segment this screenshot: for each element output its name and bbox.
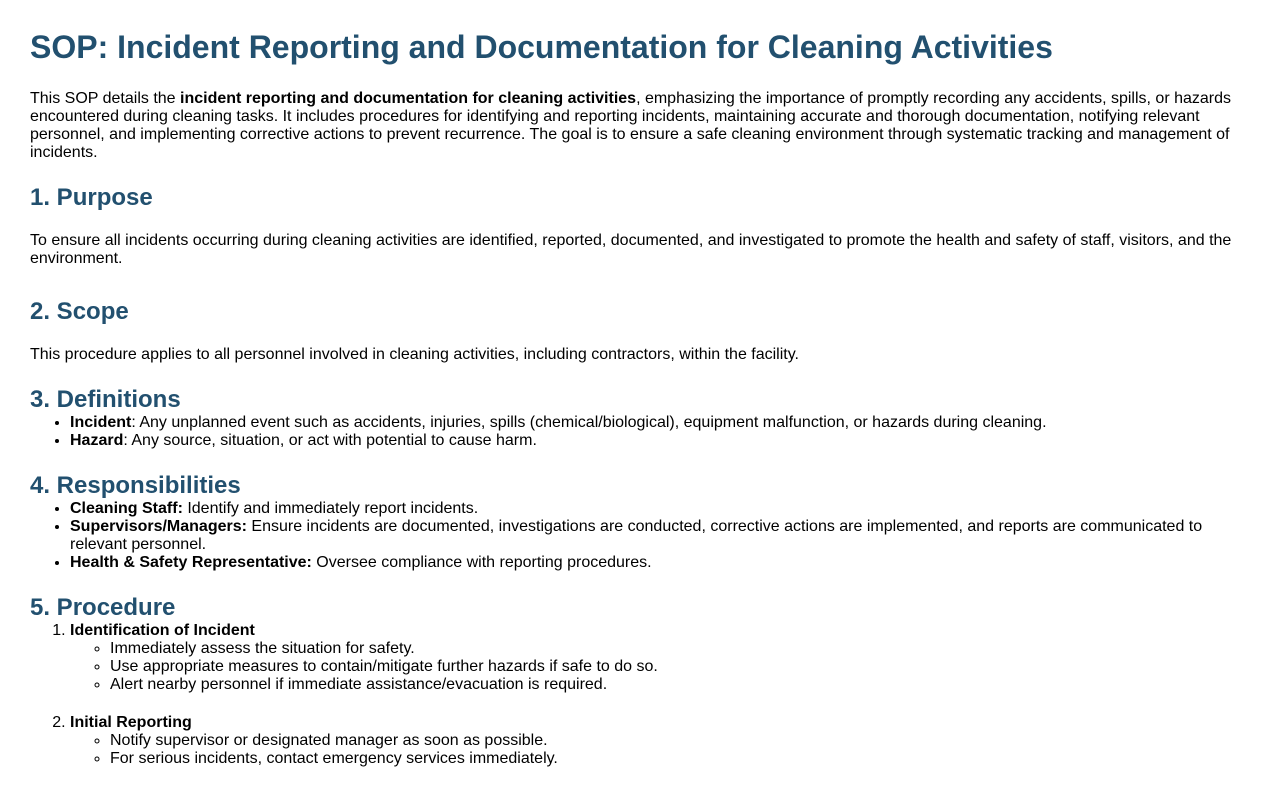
procedure-step-title: Initial Reporting [70, 714, 192, 731]
responsibility-role: Supervisors/Managers: [70, 518, 247, 535]
responsibility-item-cleaning-staff [70, 500, 1233, 518]
responsibility-item-supervisors [70, 518, 1233, 554]
responsibility-text: Identify and immediately report incidents. [182, 500, 479, 517]
intro-paragraph [30, 90, 1233, 162]
definition-term: Hazard [70, 432, 124, 449]
responsibilities-heading: 4. Responsibilities [30, 472, 241, 499]
responsibility-text: Oversee compliance with reporting procedures. [311, 554, 652, 571]
responsibility-role: Health & Safety Representative: [70, 554, 312, 571]
definition-text: : Any source, situation, or act with potential to cause harm. [123, 432, 537, 449]
responsibilities-list [30, 500, 1233, 572]
definition-item-hazard [70, 432, 1233, 450]
definition-term: Incident [70, 414, 132, 431]
procedure-steps [30, 622, 1233, 768]
responsibility-role: Cleaning Staff: [70, 500, 183, 517]
procedure-substep: ◦ Alert nearby personnel if immediate assistance/evacuation is required. [110, 676, 1233, 694]
definition-text: : Any unplanned event such as accidents, injuries, spills (chemical/biological), equipment malfunction, or hazards during cleaning. [131, 414, 1047, 431]
procedure-step-identification [70, 622, 1233, 694]
definitions-heading: 3. Definitions [30, 386, 181, 413]
procedure-substep: ◦ For serious incidents, contact emergency services immediately. [110, 750, 1233, 768]
procedure-substeps [70, 732, 1233, 768]
definition-item-incident [70, 414, 1233, 432]
scope-text: This procedure applies to all personnel involved in cleaning activities, including contractors, within the facility. [30, 346, 799, 363]
procedure-substep: ◦ Notify supervisor or designated manager as soon as possible. [110, 732, 1233, 750]
procedure-step-title: Identification of Incident [70, 622, 255, 639]
responsibility-item-hs-rep [70, 554, 1233, 572]
purpose-text: To ensure all incidents occurring during cleaning activities are identified, reported, documented, and investigated to promote the health and safety of staff, visitors, and the environment. [30, 232, 1232, 267]
procedure-heading: 5. Procedure [30, 594, 176, 621]
purpose-heading: 1. Purpose [30, 184, 153, 211]
definitions-list [30, 414, 1233, 450]
procedure-step-initial-reporting [70, 714, 1233, 768]
page-title: SOP: Incident Reporting and Documentation for Cleaning Activities [30, 29, 1053, 65]
scope-heading: 2. Scope [30, 298, 129, 325]
intro-suffix: , emphasizing the importance of promptly recording any accidents, spills, or hazards encountered during cleaning tasks. It includes procedures for identifying and reporting incidents, maintaining accurate and thorough documentation, notifying relevant personnel, and implementing corrective actions to prevent recurrence. The goal is to ensure a safe cleaning environment through systematic tracking and management of incidents. [30, 90, 1232, 161]
procedure-substeps [70, 640, 1233, 694]
intro-prefix: This SOP details the [30, 90, 180, 107]
procedure-substep: ◦ Immediately assess the situation for safety. [110, 640, 1233, 658]
responsibility-text: Ensure incidents are documented, investigations are conducted, corrective actions are implemented, and reports are communicated to relevant personnel. [70, 518, 1203, 553]
intro-bold: incident reporting and documentation for cleaning activities [180, 90, 637, 107]
procedure-substep: ◦ Use appropriate measures to contain/mitigate further hazards if safe to do so. [110, 658, 1233, 676]
